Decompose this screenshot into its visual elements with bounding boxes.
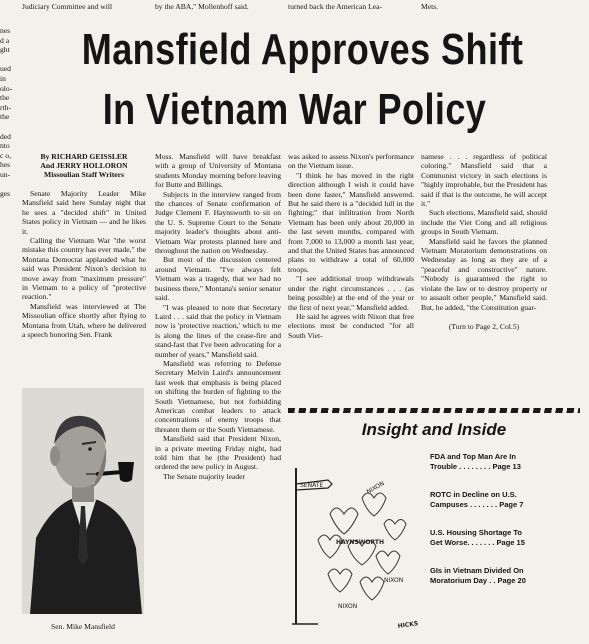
- paragraph: Mansfield said that President Nixon, in a private meeting Friday night, had told him that he (the President) had ordered the new policy in August.: [155, 434, 281, 472]
- edge-fragment-line: d a: [0, 35, 10, 45]
- edge-fragment-line: [0, 180, 14, 190]
- index-page-ref: Get Worse. . . . . . . Page 15: [430, 537, 525, 547]
- index-headline: U.S. Housing Shortage To: [430, 528, 522, 537]
- index-item[interactable]: [430, 452, 580, 472]
- byline-author-1: By RICHARD GEISSLER: [40, 152, 128, 161]
- index-item[interactable]: [430, 566, 580, 586]
- paragraph: "I think he has moved in the right direction although I wish it could have been done faster," Mansfield answered. But he said there is a "decided lull in the fighting;" that infiltration from North Vietnam has been only about 20,000 in the last seven months, compared with from 7,000 to 13,000 a month last year, and that the United States has announced plans to withdraw a total of 60,000 troops.: [288, 170, 414, 274]
- story-column-2: [155, 152, 281, 481]
- edge-fragment-line: hes: [0, 160, 11, 170]
- cartoon-label: NIXON: [365, 480, 386, 496]
- jump-line: (Turn to Page 2, Col.5): [448, 321, 520, 331]
- story-column-1: [22, 152, 146, 340]
- edge-fragment-line: [0, 122, 14, 132]
- paragraph: Mansfield was referring to Defense Secretary Melvin Laird's announcement last week that emphasis is being placed on shifting the burden of fighting to the South Vietnamese, but not forbidding American combat leaders to attack concentrations of enemy troops that threaten them or the South Vietnamese.: [155, 358, 281, 434]
- paragraph: Such elections, Mansfield said, should include the Viet Cong and all religious groups in South Vietnam.: [421, 208, 547, 237]
- cartoon-label: SENATE: [300, 482, 324, 489]
- edge-fragment-line: ght: [0, 45, 10, 55]
- index-item[interactable]: [430, 528, 580, 548]
- edge-fragment-line: ges: [0, 189, 11, 199]
- left-edge-fragments: [0, 26, 14, 199]
- mansfield-photo: [22, 388, 144, 614]
- edge-fragment-line: in: [0, 73, 6, 83]
- insight-title: Insight and Inside: [361, 420, 507, 439]
- cartoonist-signature: HICKS: [397, 620, 419, 630]
- paragraph: Mansfield said he favors the planned Vietnam Moratorium demonstrations on Wednesday as long as they are of a "peaceful and constructive" nature. "Nobody is guaranteed the right to violate the law or to destroy property or to assault other people," Mansfield said. But, he added, "the Constitution guar-: [421, 236, 547, 312]
- paragraph: Moss. Mansfield will have breakfast with a group of University of Montana students Monday morning before leaving for Butte and Billings.: [155, 152, 281, 190]
- cartoon-label: NIXON: [338, 603, 358, 610]
- paragraph: "I see additional troop withdrawals under the right circumstances . . . (as being possible) at the end of the year or the first of next year," Mansfield added.: [288, 274, 414, 312]
- paragraph: Senate Majority Leader Mike Mansfield said here Sunday night that he sees a "decided shift" in United States policy in Vietnam — and he likes it.: [22, 189, 146, 236]
- edge-fragment-line: nes: [0, 26, 11, 35]
- paragraph: But most of the discussion centered around Vietnam. "I've always felt Vietnam was a tragedy, that we had no business there," Montana's senior senator said.: [155, 255, 281, 303]
- edge-fragment-line: the: [0, 112, 10, 122]
- top-fragment-col2: by the ABA," Mollenhoff said.: [155, 2, 249, 11]
- paragraph: He said he agrees with Nixon that free elections must be conducted "for all South Viet-: [288, 311, 414, 340]
- paragraph: namese . . . regardless of political coloring." Mansfield said that a Communist victory in such elections is "highly improbable, but the President has said if that is the outcome, he will accept it.": [421, 152, 547, 209]
- index-page-ref: Moratorium Day . . Page 20: [430, 575, 526, 585]
- edge-fragment-line: rth-: [0, 102, 11, 112]
- byline-author-2: And JERRY HOLLORON: [40, 161, 128, 170]
- edge-fragment-line: the: [0, 93, 10, 103]
- byline-desk: Missoulian Staff Writers: [44, 170, 124, 179]
- index-page-ref: Trouble . . . . . . . . Page 13: [430, 461, 521, 471]
- story-column-3: [288, 152, 414, 340]
- edge-fragment-line: nto: [0, 141, 10, 151]
- cartoon-label: HAYNSWORTH: [336, 539, 384, 546]
- edge-fragment-line: ded: [0, 131, 11, 141]
- dashed-rule: [288, 408, 580, 413]
- headline-line-1: Mansfield Approves Shift: [81, 25, 524, 74]
- index-page-ref: Campuses . . . . . . . Page 7: [430, 499, 524, 509]
- paragraph: Mansfield was interviewed at The Missoulian office shortly after flying to Montana from Utah, where he delivered a speech honoring Sen. Frank: [22, 301, 146, 340]
- edge-fragment-line: olo-: [0, 83, 13, 93]
- byline: [22, 152, 146, 179]
- top-fragment-col4: Mets.: [421, 2, 439, 11]
- paragraph: Subjects in the interview ranged from the chances of Senate confirmation of Judge Clement F. Haynsworth to sit on the U. S. Supreme Court to the Senate majority leader's thoughts about anti-Vietnam War protests planned here and throughout the nation on Wednesday.: [155, 189, 281, 256]
- edge-fragment-line: [0, 55, 14, 65]
- editorial-cartoon: [288, 448, 420, 634]
- story-column-4: [421, 152, 547, 331]
- paragraph: Calling the Vietnam War "the worst mistake this country has ever made," the Montana Democrat applauded what he said was President Nixon's decision to move away from "maximum pressure" in Vietnam to a policy of "protective reaction.": [22, 236, 146, 302]
- edge-fragment-line: c o,: [0, 150, 11, 160]
- paragraph: The Senate majority leader: [163, 471, 246, 481]
- index-headline: FDA and Top Man Are In: [430, 452, 516, 461]
- index-headline: GIs in Vietnam Divided On: [430, 566, 524, 575]
- top-fragment-col3: turned back the American Lea-: [288, 2, 383, 11]
- top-fragment-col1: Judiciary Committee and will: [22, 2, 113, 11]
- cartoon-label: NIXON: [384, 577, 404, 584]
- index-headline: ROTC in Decline on U.S.: [430, 490, 517, 499]
- photo-caption: Sen. Mike Mansfield: [51, 622, 115, 631]
- paragraph: was asked to assess Nixon's performance on the Vietnam issue.: [288, 152, 414, 171]
- edge-fragment-line: ued: [0, 64, 11, 74]
- edge-fragment-line: un-: [0, 169, 11, 179]
- headline-line-2: In Vietnam War Policy: [102, 85, 487, 134]
- paragraph: "I was pleased to note that Secretary Laird . . . said that the policy in Vietnam now is 'protective reaction,' which to me is along the lines of the cease-fire and stand-fast that I've been advocating for a number of years," Mansfield said.: [155, 302, 281, 359]
- index-item[interactable]: [430, 490, 580, 510]
